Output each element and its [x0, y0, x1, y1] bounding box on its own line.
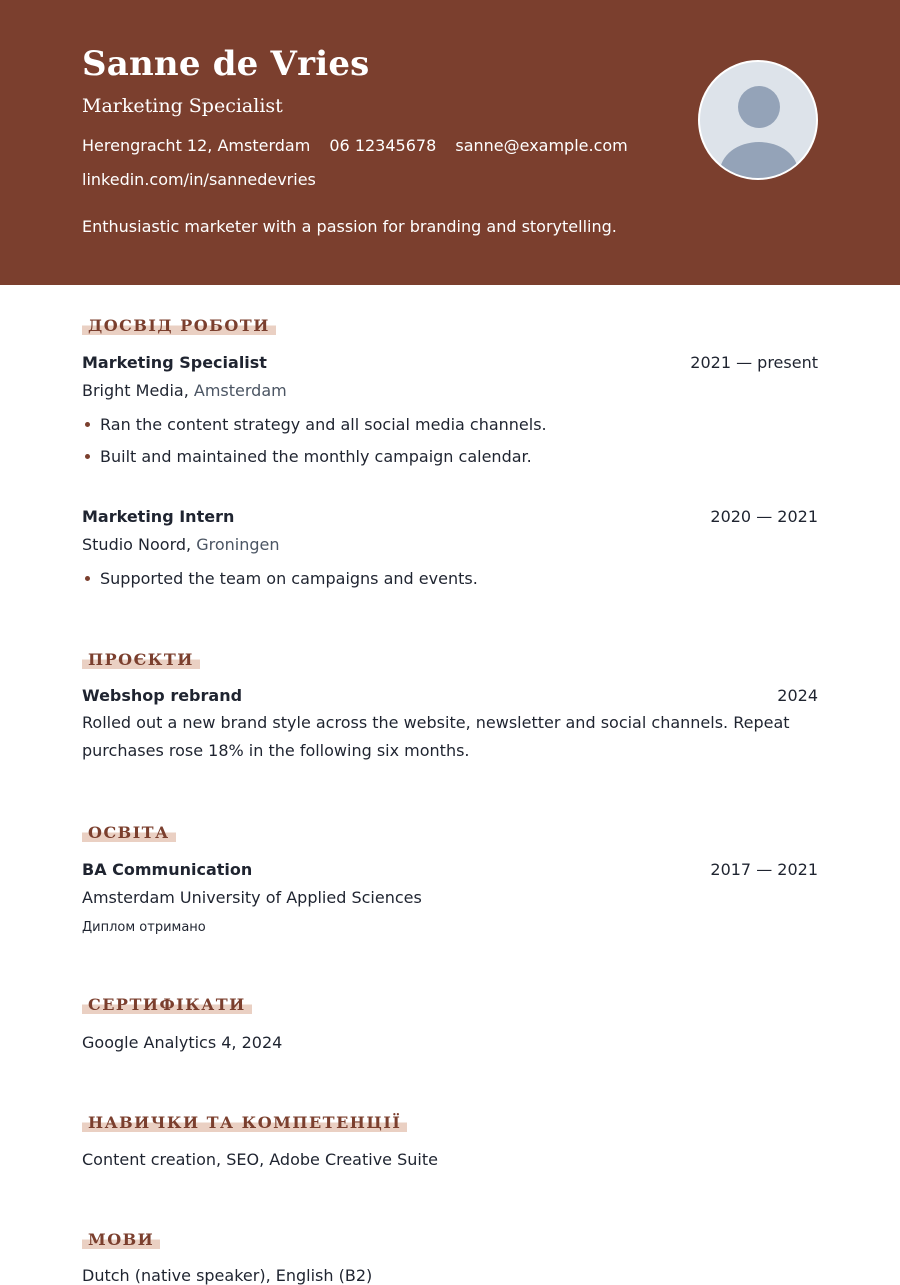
summary-text: Enthusiastic marketer with a passion for branding and storytelling.: [82, 217, 617, 236]
skills-text: Content creation, SEO, Adobe Creative Suite: [82, 1150, 438, 1169]
bullet-dot-icon: [85, 454, 90, 459]
certificates-text: Google Analytics 4, 2024: [82, 1033, 283, 1052]
job-dates: 2021 — present: [690, 353, 818, 372]
section-title-languages: МОВИ: [82, 1230, 160, 1249]
section-title-education: ОСВІТА: [82, 823, 176, 842]
candidate-name: Sanne de Vries: [82, 44, 370, 84]
job-company-line: [82, 381, 287, 400]
job-dates: 2020 — 2021: [710, 507, 818, 526]
job-title: Marketing Intern: [82, 507, 235, 526]
job-bullet-text: Ran the content strategy and all social media channels.: [100, 415, 547, 434]
project-description: Rolled out a new brand style across the website, newsletter and social channels. Repeat purchases rose 18% in the following six months.: [82, 713, 790, 760]
candidate-role: Marketing Specialist: [82, 95, 283, 117]
experience-item-2-header: [82, 507, 818, 526]
experience-item-1-header: [82, 353, 818, 372]
avatar: [698, 60, 818, 180]
job-title: Marketing Specialist: [82, 353, 267, 372]
linkedin-link[interactable]: linkedin.com/in/sannedevries: [82, 170, 316, 189]
job-city: Groningen: [196, 535, 280, 554]
degree-title: BA Communication: [82, 860, 253, 879]
resume-header: [0, 0, 900, 285]
job-bullet-text: Supported the team on campaigns and events.: [100, 569, 478, 588]
job-city: Amsterdam: [193, 381, 287, 400]
bullet-dot-icon: [85, 576, 90, 581]
project-item-header: [82, 686, 818, 705]
section-title-projects: ПРОЄКТИ: [82, 650, 200, 669]
job-company: Studio Noord,: [82, 535, 192, 554]
avatar-body-icon: [720, 142, 798, 180]
job-company: Bright Media,: [82, 381, 189, 400]
project-title: Webshop rebrand: [82, 686, 243, 705]
languages-text: Dutch (native speaker), English (B2): [82, 1266, 373, 1285]
avatar-head-icon: [738, 86, 780, 128]
phone-text: 06 12345678: [329, 136, 437, 155]
section-title-certificates: СЕРТИФІКАТИ: [82, 995, 252, 1014]
bullet-dot-icon: [85, 422, 90, 427]
job-bullet: [82, 569, 478, 588]
section-title-experience: ДОСВІД РОБОТИ: [82, 316, 276, 335]
job-bullet: [82, 415, 547, 434]
job-bullet: [82, 447, 532, 466]
school-name: Amsterdam University of Applied Sciences: [82, 888, 422, 907]
job-company-line: [82, 535, 280, 554]
address-text: Herengracht 12, Amsterdam: [82, 136, 311, 155]
email-link[interactable]: sanne@example.com: [455, 136, 628, 155]
education-dates: 2017 — 2021: [710, 860, 818, 879]
project-year: 2024: [777, 686, 818, 705]
section-title-skills: НАВИЧКИ ТА КОМПЕТЕНЦІЇ: [82, 1113, 407, 1132]
job-bullet-text: Built and maintained the monthly campaign calendar.: [100, 447, 532, 466]
contact-line: [82, 136, 642, 155]
education-note: Диплом отримано: [82, 920, 206, 935]
education-item-header: [82, 860, 818, 879]
